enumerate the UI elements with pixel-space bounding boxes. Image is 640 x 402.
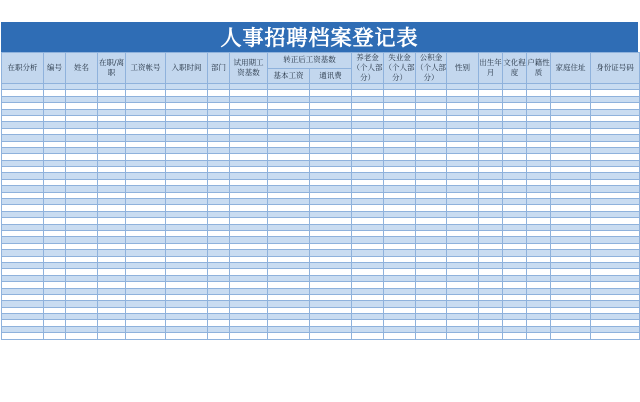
sheet-title: 人事招聘档案登记表	[1, 22, 638, 52]
col-header-employed: 在职/离职	[98, 53, 126, 84]
table-cell-address[interactable]	[551, 333, 591, 339]
col-header-id: 编号	[44, 53, 66, 84]
table-cell-name[interactable]	[66, 333, 98, 339]
table-cell-hukou[interactable]	[527, 333, 551, 339]
table-cell-status-analysis[interactable]	[2, 333, 44, 339]
col-header-pension: 养老金（个人部分）	[352, 53, 383, 82]
col-header-address: 家庭住址	[551, 53, 591, 84]
table-cell-birth[interactable]	[479, 333, 503, 339]
table-cell-hire-date[interactable]	[166, 333, 208, 339]
table-cell-dept[interactable]	[208, 333, 230, 339]
col-header-payroll-no: 工资帐号	[126, 53, 166, 84]
table-row	[2, 333, 640, 339]
col-header-housing-fund: 公积金（个人部分）	[416, 53, 446, 82]
col-header-name: 姓名	[66, 53, 98, 84]
col-header-basic-salary: 基本工资	[268, 68, 310, 84]
table-cell-probation-base[interactable]	[230, 333, 268, 339]
table-cell-basic-salary[interactable]	[268, 333, 310, 339]
col-header-education: 文化程度	[503, 53, 527, 84]
col-header-probation-base: 试用期工资基数	[230, 53, 268, 84]
table-cell-housing-fund[interactable]	[416, 333, 447, 339]
table-cell-payroll-no[interactable]	[126, 333, 166, 339]
table-cell-employed[interactable]	[98, 333, 126, 339]
col-header-comm-fee: 通讯费	[310, 68, 352, 84]
col-header-hukou: 户籍性质	[527, 53, 551, 84]
col-header-gender: 性别	[447, 53, 479, 84]
col-header-birth: 出生年月	[479, 53, 503, 84]
table-cell-education[interactable]	[503, 333, 527, 339]
col-header-group-regular-base: 转正后工资基数	[268, 53, 352, 69]
table-cell-id-no[interactable]	[591, 333, 640, 339]
registration-sheet	[1, 22, 638, 340]
col-header-hire-date: 入职时间	[166, 53, 208, 84]
registration-table	[1, 52, 640, 340]
table-cell-comm-fee[interactable]	[310, 333, 352, 339]
table-cell-pension[interactable]	[352, 333, 384, 339]
table-cell-gender[interactable]	[447, 333, 479, 339]
table-body	[2, 84, 640, 340]
table-cell-unemployment[interactable]	[384, 333, 416, 339]
table-cell-id[interactable]	[44, 333, 66, 339]
col-header-status-analysis: 在职分析	[2, 53, 44, 84]
col-header-id-no: 身份证号码	[591, 53, 640, 84]
col-header-dept: 部门	[208, 53, 230, 84]
col-header-unemployment: 失业金（个人部分）	[384, 53, 415, 82]
